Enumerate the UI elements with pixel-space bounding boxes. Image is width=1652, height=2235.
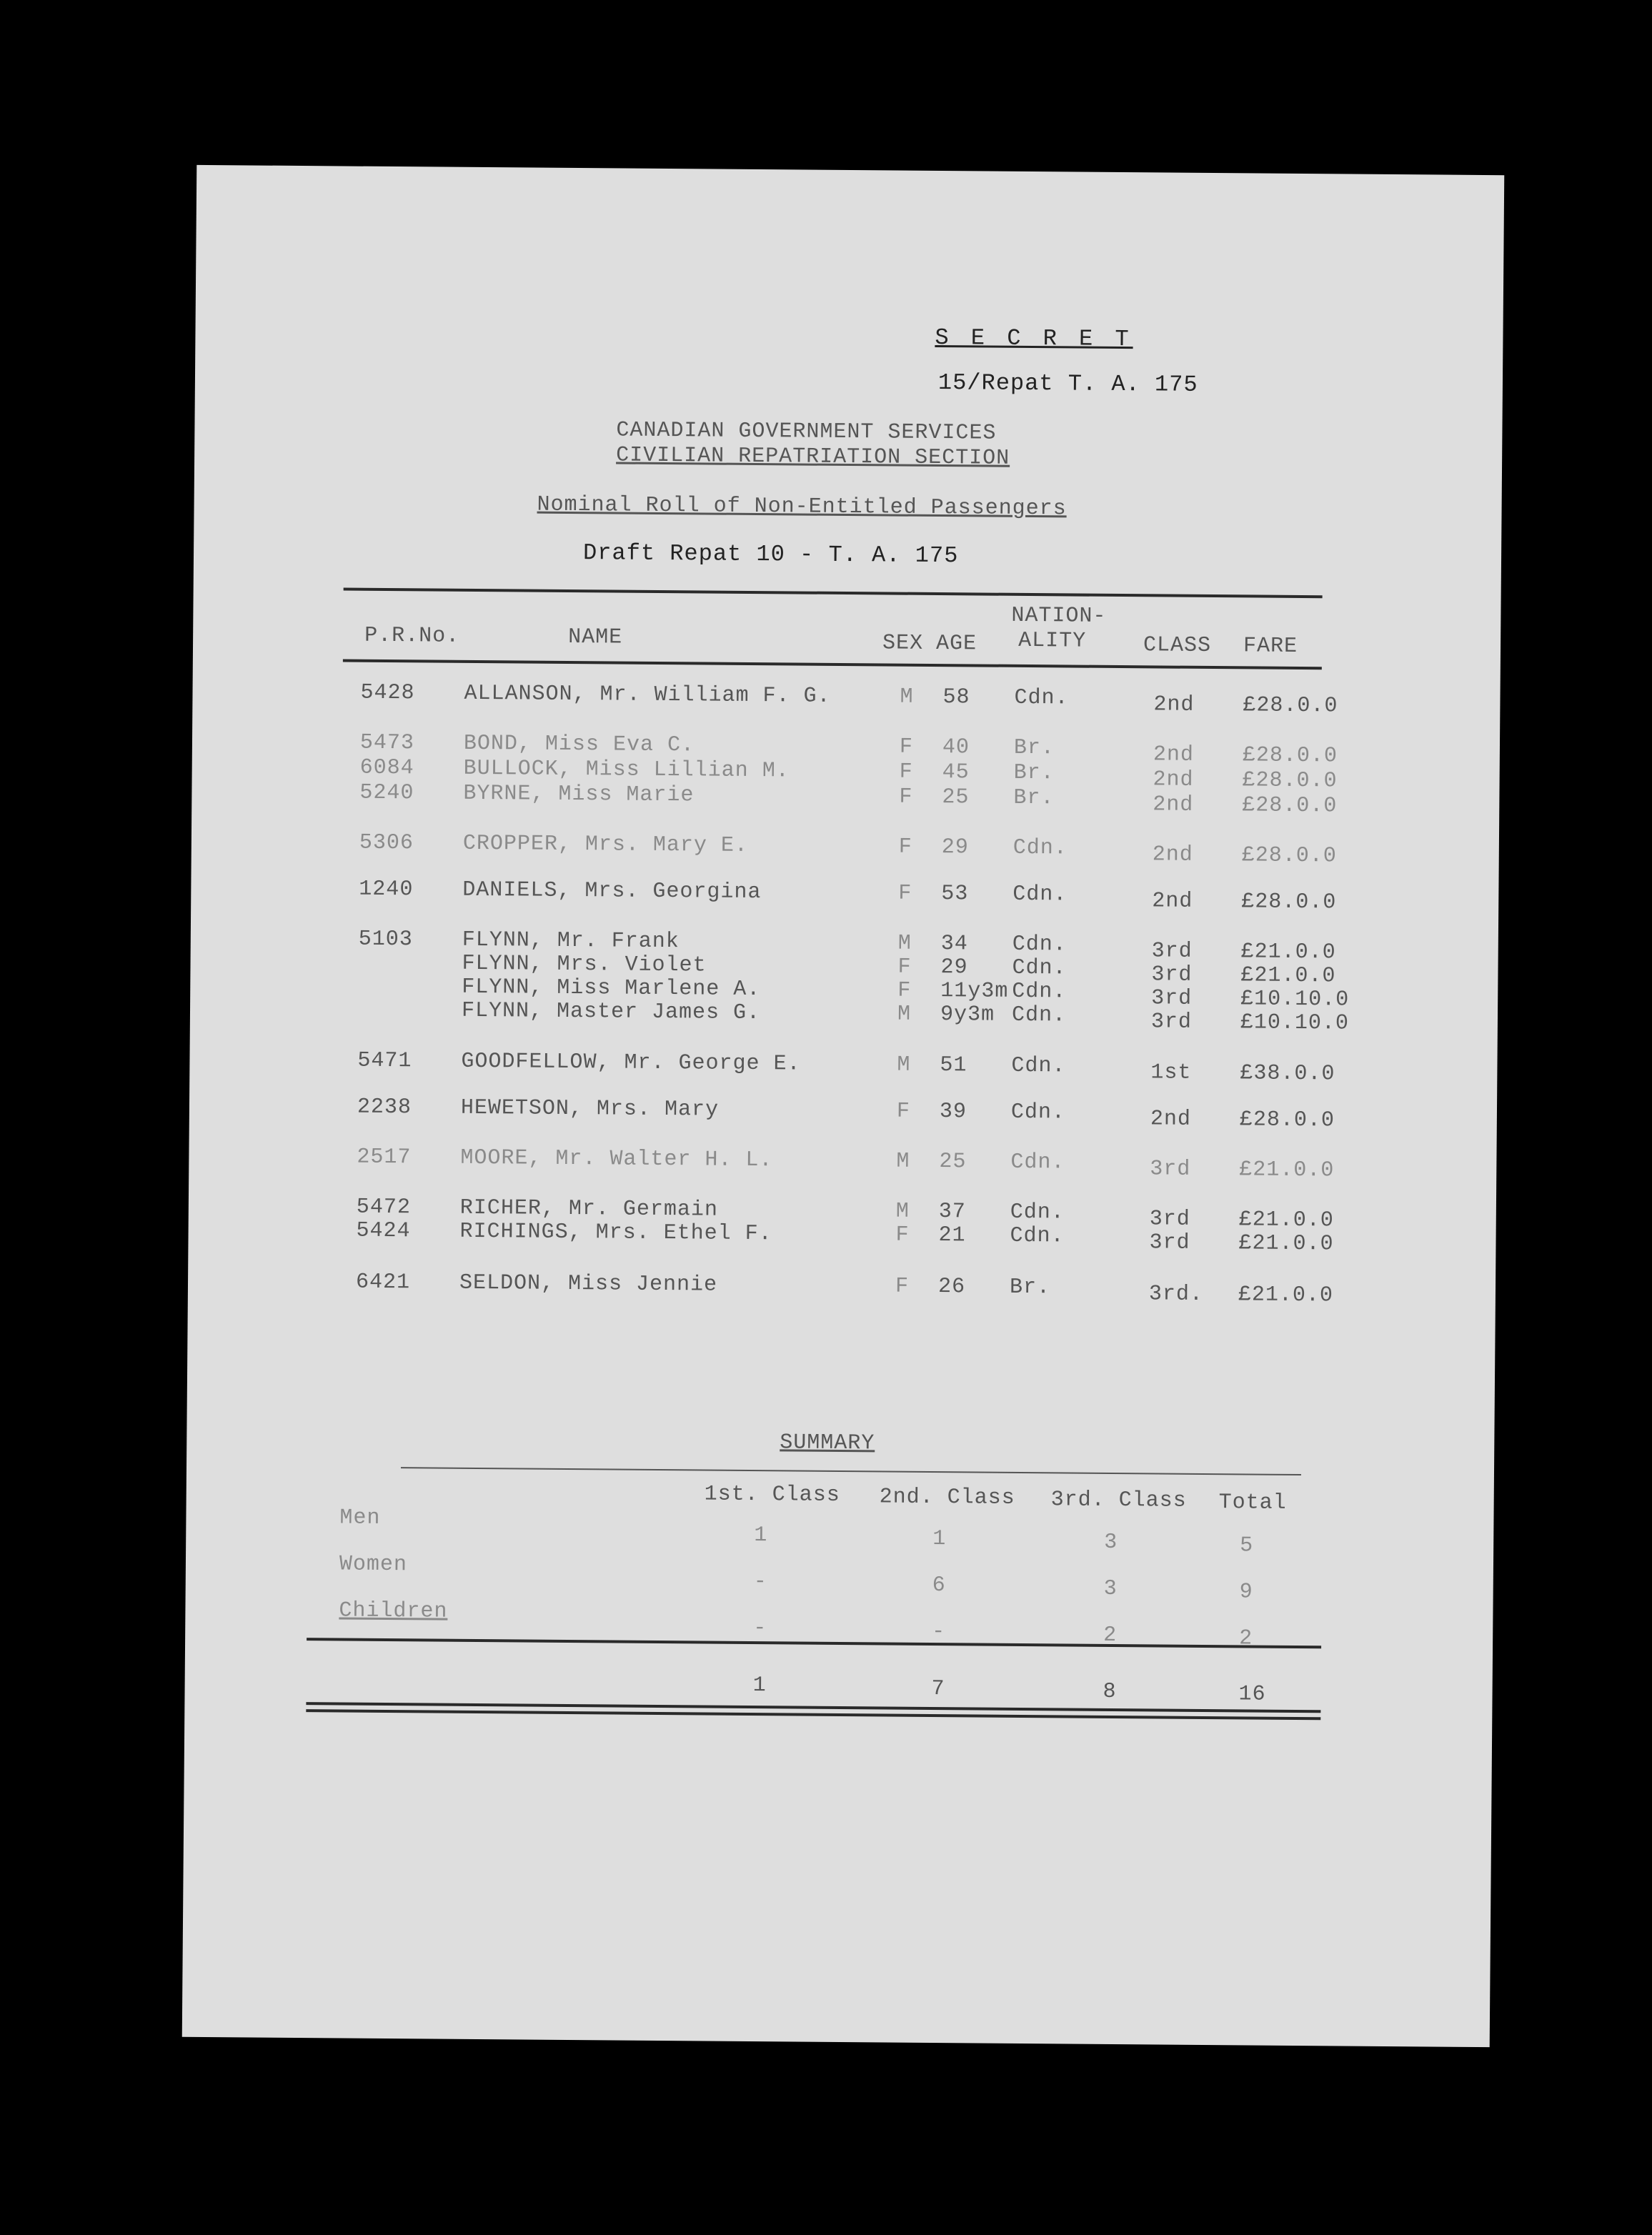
sex: F: [899, 735, 914, 760]
fare: £10.10.0: [1240, 1010, 1350, 1036]
fare: £10.10.0: [1240, 987, 1350, 1012]
col-nationality-2: ALITY: [1017, 628, 1087, 654]
pr-number: 5306: [359, 830, 414, 856]
org-line-2: CIVILIAN REPATRIATION SECTION: [616, 443, 1010, 471]
nationality: Cdn.: [1012, 835, 1068, 861]
sex: M: [900, 685, 914, 710]
fare: £28.0.0: [1241, 843, 1337, 869]
age: 58: [942, 685, 970, 710]
pr-number: 5473: [359, 730, 415, 756]
summary-cell: 5: [1240, 1533, 1254, 1558]
fare: £28.0.0: [1243, 693, 1338, 719]
class: 2nd: [1153, 692, 1195, 717]
fare: £28.0.0: [1242, 793, 1338, 819]
nationality: Cdn.: [1010, 1223, 1065, 1249]
nationality: Br.: [1009, 1275, 1051, 1300]
summary-header-1st: 1st. Class: [704, 1482, 840, 1508]
age: 29: [940, 955, 968, 980]
passenger-name: FLYNN, Mr. Frank: [462, 927, 680, 955]
age: 21: [938, 1223, 966, 1248]
summary-cell: 1: [754, 1523, 768, 1548]
nationality: Cdn.: [1010, 1200, 1065, 1225]
summary-title: SUMMARY: [780, 1430, 875, 1456]
sex: F: [899, 760, 913, 785]
pr-number: 2517: [357, 1145, 412, 1170]
pr-number: 5471: [357, 1048, 412, 1074]
class: 3rd: [1151, 939, 1193, 964]
reference-number: 15/Repat T. A. 175: [937, 369, 1198, 398]
fare: £21.0.0: [1240, 963, 1336, 989]
sex: F: [898, 835, 912, 860]
header-rule-top: [344, 587, 1323, 598]
summary-rule-top: [401, 1467, 1301, 1475]
age: 53: [941, 882, 969, 907]
pr-number: 5472: [356, 1195, 412, 1220]
age: 51: [940, 1053, 967, 1078]
nationality: Cdn.: [1012, 882, 1068, 907]
class: 2nd: [1153, 742, 1195, 767]
summary-subtotal-rule: [307, 1638, 1321, 1648]
header-rule-bottom: [343, 659, 1322, 669]
fare: £21.0.0: [1239, 1158, 1335, 1183]
nationality: Cdn.: [1010, 1150, 1065, 1175]
pr-number: 1240: [359, 877, 414, 902]
classification-stamp: S E C R E T: [935, 324, 1133, 353]
class: 2nd: [1150, 1107, 1192, 1132]
sex: M: [896, 1149, 910, 1174]
class: 2nd: [1152, 842, 1193, 867]
summary-cell: -: [932, 1619, 946, 1645]
summary-cell: 1: [932, 1527, 947, 1552]
summary-total-3rd: 8: [1103, 1679, 1117, 1705]
summary-cell: 6: [932, 1573, 946, 1598]
summary-header-total: Total: [1218, 1490, 1287, 1515]
age: 9y3m: [940, 1002, 995, 1027]
draft-line: Draft Repat 10 - T. A. 175: [582, 539, 959, 569]
age: 37: [938, 1200, 966, 1225]
col-sex: SEX: [882, 631, 924, 656]
document-title: Nominal Roll of Non-Entitled Passengers: [537, 492, 1067, 522]
sex: F: [895, 1274, 910, 1299]
pr-number: 5240: [359, 780, 414, 806]
nationality: Br.: [1013, 735, 1055, 761]
summary-cell: 3: [1104, 1530, 1118, 1555]
age: 29: [941, 835, 969, 860]
class: 2nd: [1153, 767, 1194, 792]
age: 25: [939, 1150, 967, 1175]
summary-cell: 2: [1239, 1626, 1253, 1651]
pr-number: 5103: [358, 927, 413, 952]
summary-header-2nd: 2nd. Class: [879, 1485, 1015, 1510]
age: 45: [942, 760, 970, 785]
col-pr-no: P.R.No.: [364, 623, 460, 649]
sex: F: [895, 1223, 910, 1248]
summary-total-all: 16: [1238, 1682, 1266, 1707]
passenger-name: MOORE, Mr. Walter H. L.: [460, 1145, 773, 1173]
fare: £28.0.0: [1241, 890, 1337, 915]
passenger-name: GOODFELLOW, Mr. George E.: [461, 1049, 801, 1077]
fare: £21.0.0: [1238, 1231, 1334, 1257]
fare: £21.0.0: [1238, 1283, 1334, 1308]
nationality: Br.: [1013, 760, 1055, 786]
sex: M: [895, 1199, 910, 1224]
fare: £28.0.0: [1242, 768, 1338, 794]
pr-number: 5424: [356, 1218, 411, 1244]
class: 3rd: [1151, 962, 1193, 987]
col-name: NAME: [568, 624, 623, 650]
fare: £28.0.0: [1242, 743, 1338, 769]
summary-cell: -: [753, 1570, 767, 1595]
summary-total-2nd: 7: [931, 1676, 945, 1702]
nationality: Cdn.: [1012, 955, 1067, 981]
class: 2nd: [1153, 792, 1194, 817]
summary-row-label: Men: [339, 1505, 381, 1530]
org-line-1: CANADIAN GOVERNMENT SERVICES: [616, 418, 997, 446]
fare: £21.0.0: [1240, 940, 1336, 965]
col-nationality-1: NATION-: [1011, 603, 1107, 629]
sex: F: [897, 978, 912, 1003]
passenger-name: FLYNN, Master James G.: [461, 998, 761, 1026]
fare: £38.0.0: [1240, 1061, 1335, 1087]
summary-cell: -: [753, 1616, 767, 1641]
nationality: Cdn.: [1012, 932, 1067, 957]
nationality: Cdn.: [1014, 685, 1069, 711]
passenger-name: FLYNN, Mrs. Violet: [462, 951, 707, 978]
nationality: Cdn.: [1010, 1100, 1066, 1125]
pr-number: 5428: [360, 680, 415, 706]
age: 34: [940, 932, 968, 957]
class: 3rd: [1150, 1010, 1193, 1035]
passenger-name: ALLANSON, Mr. William F. G.: [464, 681, 831, 709]
summary-row-label: Women: [339, 1552, 408, 1578]
passenger-name: BULLOCK, Miss Lillian M.: [463, 756, 790, 784]
fare: £21.0.0: [1238, 1208, 1334, 1233]
passenger-name: BOND, Miss Eva C.: [463, 731, 695, 758]
nationality: Cdn.: [1011, 1002, 1067, 1028]
nationality: Cdn.: [1011, 1053, 1066, 1079]
summary-cell: 2: [1103, 1623, 1118, 1648]
age: 26: [937, 1275, 966, 1300]
class: 1st: [1150, 1060, 1192, 1085]
fare: £28.0.0: [1239, 1107, 1335, 1133]
col-fare: FARE: [1243, 634, 1298, 659]
class: 3rd.: [1148, 1282, 1204, 1307]
class: 3rd: [1151, 986, 1193, 1011]
class: 3rd: [1149, 1207, 1190, 1232]
class: 3rd: [1149, 1230, 1190, 1255]
pr-number: 2238: [357, 1095, 412, 1120]
passenger-name: RICHINGS, Mrs. Ethel F.: [459, 1219, 772, 1247]
sex: F: [899, 785, 913, 810]
sex: F: [897, 955, 912, 980]
pr-number: 6084: [359, 755, 414, 781]
passenger-name: FLYNN, Miss Marlene A.: [462, 975, 761, 1002]
sex: M: [897, 1052, 911, 1077]
col-class: CLASS: [1143, 633, 1212, 659]
passenger-name: HEWETSON, Mrs. Mary: [460, 1095, 720, 1123]
age: 11y3m: [940, 979, 1009, 1004]
passenger-name: DANIELS, Mrs. Georgina: [462, 877, 762, 905]
passenger-name: SELDON, Miss Jennie: [459, 1270, 718, 1298]
sex: M: [897, 931, 912, 956]
sex: F: [896, 1099, 911, 1124]
sex: M: [897, 1002, 912, 1027]
summary-row-label: Children: [339, 1598, 448, 1624]
document-page: [182, 165, 1505, 2047]
class: 3rd: [1150, 1157, 1191, 1182]
passenger-name: BYRNE, Miss Marie: [463, 781, 695, 808]
passenger-name: RICHER, Mr. Germain: [459, 1195, 719, 1223]
summary-cell: 9: [1239, 1580, 1253, 1605]
summary-total-1st: 1: [752, 1673, 767, 1698]
passenger-name: CROPPER, Mrs. Mary E.: [462, 831, 749, 858]
age: 39: [939, 1100, 967, 1125]
nationality: Cdn.: [1012, 979, 1067, 1005]
summary-header-3rd: 3rd. Class: [1050, 1488, 1187, 1513]
pr-number: 6421: [355, 1270, 411, 1295]
sex: F: [898, 881, 912, 906]
col-age: AGE: [935, 632, 977, 657]
summary-cell: 3: [1103, 1576, 1118, 1602]
nationality: Br.: [1013, 785, 1055, 811]
age: 25: [942, 785, 970, 810]
class: 2nd: [1152, 889, 1193, 914]
age: 40: [942, 735, 970, 760]
